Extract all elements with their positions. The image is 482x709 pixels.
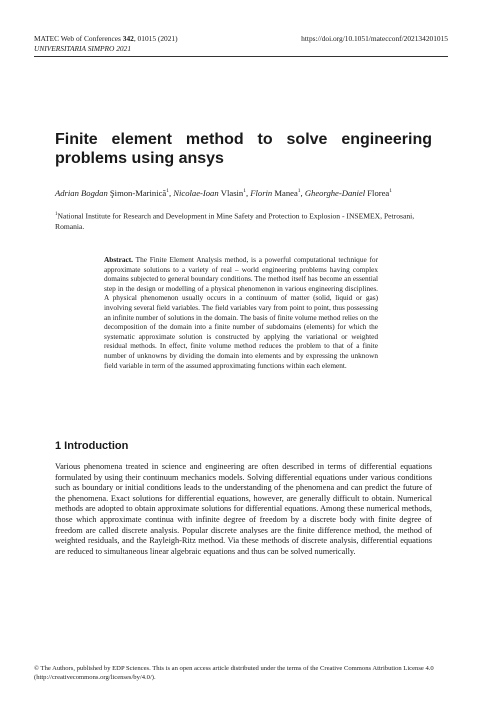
abstract xyxy=(104,255,378,370)
section-heading: 1 Introduction xyxy=(55,440,129,452)
section-body: Various phenomena treated in science and engineering are often described in terms of differential equations formulated by using their continuum mechanics models. Solving differential equations under various conditions such as boundary or initial conditions leads to the understanding of the phenomena and can predict the future of the phenomena. Exact solutions for differential equations, however, are generally difficult to obtain. Numerical methods are adopted to obtain approximate solutions for differential equations. Among these numerical methods, those which approximate continua with infinite degree of freedom by a discrete body with finite degree of freedom are called discrete analysis. Popular discrete analyses are the finite difference method, the method of weighted residuals, and the Rayleigh-Ritz method. Via these methods of discrete analysis, differential equations are reduced to simultaneous linear algebraic equations and thus can be solved numerically. xyxy=(55,462,432,556)
paper-title: Finite element method to solve engineering problems using ansys xyxy=(55,131,432,167)
author-item: Florin Manea$^1$, xyxy=(250,187,305,198)
author-list xyxy=(55,186,430,199)
journal-info xyxy=(34,34,178,54)
abstract-label: Abstract. xyxy=(104,255,133,264)
affiliation-text: National Institute for Research and Development in Mine Safety and Protection to Explosion - INSEMEX, Petrosani, Romania. xyxy=(55,211,415,231)
author-item: Adrian Bogdan Şimon-Marinică$^1$, xyxy=(55,187,174,198)
conference-name: UNIVERSITARIA SIMPRO 2021 xyxy=(34,44,132,53)
license-footer: © The Authors, published by EDP Sciences. This is an open access article distributed under the terms of the Creative Commons Attribution License 4.0 (http://creativecommons.org/licenses/by/4.0/). xyxy=(34,665,434,681)
article-number: , 01015 (2021) xyxy=(133,34,178,43)
doi-link[interactable]: https://doi.org/10.1051/matecconf/202134201015 xyxy=(301,34,448,43)
affiliation xyxy=(55,210,432,232)
journal-volume: 342 xyxy=(122,34,134,43)
header-rule xyxy=(34,56,448,57)
author-item: Nicolae-Ioan Vlasin$^1$, xyxy=(173,187,251,198)
abstract-text: The Finite Element Analysis method, is a powerful computational technique for approximate solutions to a variety of real – world engineering problems having complex domains subjected to general boundary conditions. The method itself has become an essential step in the design or modelling of a physical phenomenon in various engineering disciplines. A physical phenomenon usually occurs in a continuum of matter (solid, liquid or gas) involving several field variables. The field variables vary from point to point, thus possessing an infinite number of solutions in the domain. The basis of finite volume method relies on the decomposition of the domain into a finite number of subdomains (elements) for which the systematic approximate solution is constructed by applying the variational or weighted residual methods. In effect, finite volume method reduces the problem to that of a finite number of unknowns by dividing the domain into elements and by expressing the unknown field variable in term of the assumed approximating functions within each element. xyxy=(104,255,378,370)
affiliation-marker: 1 xyxy=(55,212,58,217)
author-item: Gheorghe-Daniel Florea$^1$ xyxy=(304,187,392,198)
journal-name: MATEC Web of Conferences xyxy=(34,34,123,43)
